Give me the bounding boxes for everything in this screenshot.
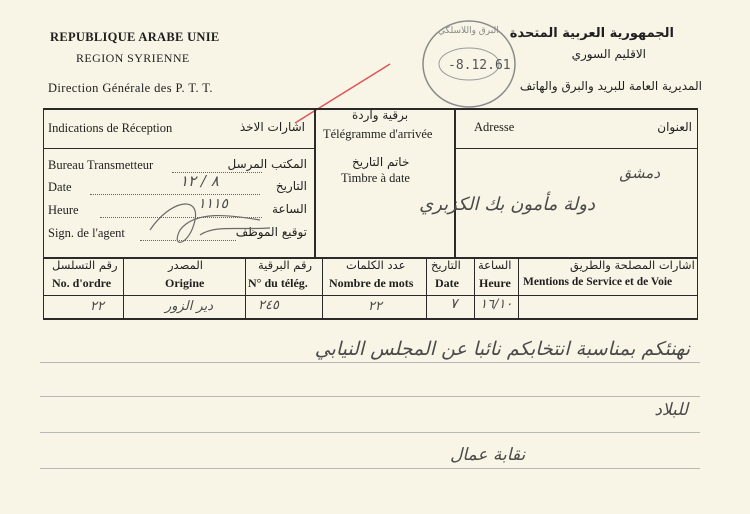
col-divider-2 — [245, 257, 246, 319]
field-hour-ar: الساعة — [272, 202, 307, 216]
col-hour-ar: الساعة — [478, 258, 512, 272]
field-bureau-ar: المكتب المرسل — [227, 157, 307, 171]
col-date-ar: التاريخ — [431, 258, 461, 272]
message-line-4 — [40, 468, 700, 469]
message-line-1 — [40, 362, 700, 363]
field-date-value: ٨ / ١٢ — [180, 172, 219, 190]
telegram-title-fr: Télégramme d'arrivée — [323, 127, 433, 141]
telegram-title-ar: برقية واردة — [352, 108, 409, 122]
stamp-text-top: البرق واللاسلكي — [438, 26, 499, 36]
divider-left — [314, 108, 316, 258]
field-date-ar: التاريخ — [275, 179, 307, 193]
col-divider-3 — [322, 257, 323, 319]
col-order-fr: No. d'ordre — [52, 276, 112, 290]
message-signature: نقابة عمال — [450, 445, 526, 465]
col-words-ar: عدد الكلمات — [346, 258, 406, 272]
stamp-date: -8.12.61 — [448, 58, 511, 73]
reception-label-fr: Indications de Réception — [48, 121, 173, 135]
address-label-fr: Adresse — [474, 120, 515, 134]
field-date-fr: Date — [48, 180, 72, 194]
message-text-line2: للبلاد — [654, 400, 688, 420]
col-date-fr: Date — [435, 276, 459, 290]
rule-table-mid — [43, 295, 698, 296]
col-telegram-no-ar: رقم البرقية — [258, 258, 313, 272]
col-divider-6 — [518, 257, 519, 319]
col-divider-4 — [426, 257, 427, 319]
agent-signature — [140, 190, 280, 260]
col-divider-5 — [474, 257, 475, 319]
rule-reception — [43, 148, 315, 149]
cell-date: ٧ — [450, 296, 458, 312]
field-hour-value: ١١١٥ — [198, 196, 229, 212]
republic-name-fr: REPUBLIQUE ARABE UNIE — [50, 30, 220, 44]
divider-right — [454, 108, 456, 258]
direction-name-ar: المديرية العامة للبريد والبرق والهاتف — [519, 79, 702, 93]
field-sign-fr: Sign. de l'agent — [48, 226, 125, 240]
republic-name-ar: الجمهورية العربية المتحدة — [509, 26, 674, 41]
rule-table-bottom — [43, 318, 698, 320]
region-name-ar: الاقليم السوري — [571, 47, 646, 61]
stamp-label-fr: Timbre à date — [341, 171, 410, 185]
rule-address — [455, 148, 698, 149]
col-hour-fr: Heure — [479, 276, 511, 290]
direction-name-fr: Direction Générale des P. T. T. — [48, 81, 213, 95]
field-bureau-fr: Bureau Transmetteur — [48, 158, 154, 172]
region-name-fr: REGION SYRIENNE — [76, 51, 190, 65]
col-origin-fr: Origine — [165, 276, 205, 290]
message-line-2 — [40, 396, 700, 397]
cell-origin: دير الزور — [165, 299, 214, 314]
message-line-3 — [40, 432, 700, 433]
cell-hour: ١٦/١٠ — [480, 297, 513, 312]
col-service-ar: اشارات المصلحة والطريق — [570, 258, 695, 272]
cell-words: ٢٢ — [368, 299, 382, 314]
col-telegram-no-fr: N° du télég. — [248, 276, 308, 290]
stamp-label-ar: خاتم التاريخ — [352, 155, 410, 169]
reception-label-ar: اشارات الاخذ — [239, 120, 305, 134]
address-label-ar: العنوان — [657, 120, 692, 134]
frame-left — [43, 108, 44, 318]
frame-right — [697, 108, 698, 318]
field-sign-ar: توقيع الموظف — [235, 225, 307, 239]
col-words-fr: Nombre de mots — [329, 276, 414, 290]
address-city: دمشق — [619, 164, 660, 182]
col-origin-ar: المصدر — [168, 258, 203, 272]
col-divider-1 — [123, 257, 124, 319]
col-service-fr: Mentions de Service et de Voie — [523, 276, 673, 288]
field-hour-fr: Heure — [48, 203, 79, 217]
cell-order: ٢٢ — [90, 299, 104, 314]
address-recipient: دولة مأمون بك الكزبري — [419, 194, 595, 215]
cell-telegram-no: ٢٤٥ — [258, 298, 279, 313]
col-order-ar: رقم التسلسل — [52, 258, 118, 272]
message-text-line1: نهنئكم بمناسبة انتخابكم نائبا عن المجلس النيابي — [314, 338, 690, 360]
